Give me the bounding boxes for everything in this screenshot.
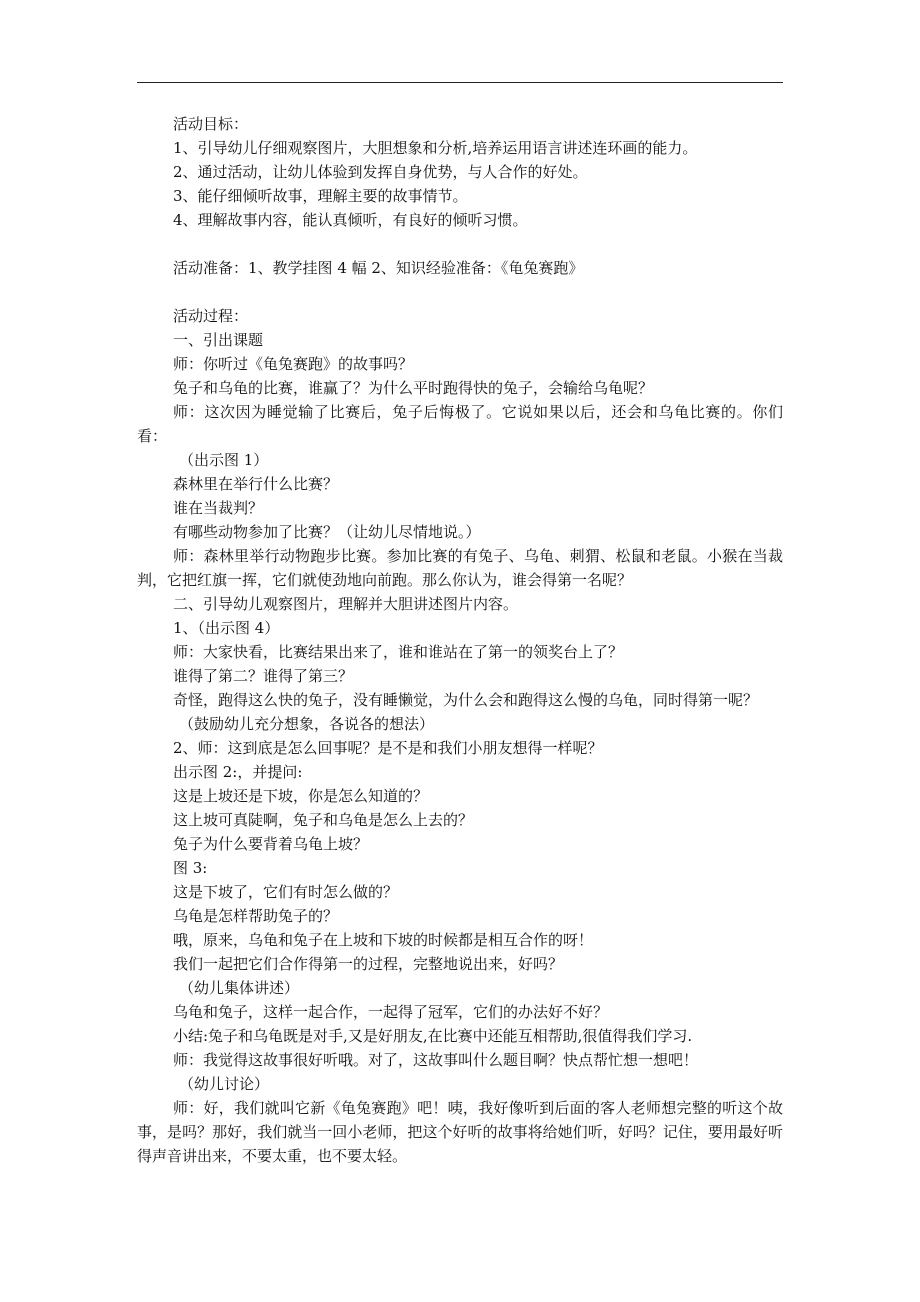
process-line: 这上坡可真陡啊，兔子和乌龟是怎么上去的？ [173, 811, 474, 829]
process-line: 谁在当裁判？ [173, 499, 264, 517]
process-line: （鼓励幼儿充分想象，各说各的想法） [179, 715, 435, 733]
summary-line: 小结:兔子和乌龟既是对手,又是好朋友,在比赛中还能互相帮助,很值得我们学习. [173, 1027, 693, 1045]
process-line: 兔子为什么要背着乌龟上坡？ [173, 835, 369, 853]
goal-item-4: 4、理解故事内容，能认真倾听，有良好的倾听习惯。 [173, 211, 528, 229]
process-line: 师：我觉得这故事很好听哦。对了，这故事叫什么题目啊？快点帮忙想一想吧！ [173, 1051, 699, 1069]
process-line: 图 3: [173, 859, 208, 877]
process-line: 哦，原来，乌龟和兔子在上坡和下坡的时候都是相互合作的呀！ [173, 931, 594, 949]
teacher-paragraph-1: 师：这次因为睡觉输了比赛后，兔子后悔极了。它说如果以后，还会和乌龟比赛的。你们看： [137, 403, 783, 445]
process-line: 兔子和乌龟的比赛，谁赢了？为什么平时跑得快的兔子，会输给乌龟呢？ [173, 379, 654, 397]
process-line: 我们一起把它们合作得第一的过程，完整地说出来，好吗？ [173, 955, 564, 973]
section1-title: 一、引出课题 [173, 331, 264, 349]
spacer [173, 232, 785, 256]
process-line: 奇怪，跑得这么快的兔子，没有睡懒觉，为什么会和跑得这么慢的乌龟，同时得第一呢？ [173, 691, 759, 709]
process-line: （出示图 1） [179, 451, 269, 469]
process-line: 师：大家快看，比赛结果出来了，谁和谁站在了第一的领奖台上了？ [173, 643, 624, 661]
process-line: 乌龟是怎样帮助兔子的？ [173, 907, 339, 925]
process-line: （幼儿集体讲述） [179, 979, 300, 997]
process-line: 有哪些动物参加了比赛？（让幼儿尽情地说。） [173, 523, 481, 541]
process-heading: 活动过程： [173, 307, 249, 325]
process-line: 乌龟和兔子，这样一起合作，一起得了冠军，它们的办法好不好？ [173, 1003, 609, 1021]
process-line: 这是上坡还是下坡，你是怎么知道的？ [173, 787, 429, 805]
process-line: 2、师：这到底是怎么回事呢？是不是和我们小朋友想得一样呢？ [173, 739, 603, 757]
process-line: 出示图 2:，并提问: [173, 763, 303, 781]
process-line: 1、（出示图 4） [173, 619, 280, 637]
process-line: 森林里在举行什么比赛？ [173, 475, 339, 493]
process-line: 这是下坡了，它们有时怎么做的？ [173, 883, 399, 901]
teacher-paragraph-2: 师：森林里举行动物跑步比赛。参加比赛的有兔子、乌龟、刺猬、松鼠和老鼠。小猴在当裁判，它把红旗一挥，它们就使劲地向前跑。那么你认为，谁会得第一名呢？ [137, 547, 783, 589]
preparation-line: 活动准备：1、教学挂图 4 幅 2、知识经验准备：《龟兔赛跑》 [173, 259, 584, 277]
spacer [173, 280, 785, 304]
process-line: 谁得了第二？谁得了第三？ [173, 667, 354, 685]
teacher-paragraph-3: 师：好，我们就叫它新《龟兔赛跑》吧！咦，我好像听到后面的客人老师想完整的听这个故事，是吗？那好，我们就当一回小老师，把这个好听的故事将给她们听，好吗？记住，要用最好听得声音讲出来，不要太重，也不要太轻。 [137, 1099, 783, 1165]
goals-heading: 活动目标： [173, 115, 249, 133]
process-line: （幼儿讨论） [179, 1075, 270, 1093]
process-line: 师：你听过《龟兔赛跑》的故事吗？ [173, 355, 414, 373]
section2-title: 二、引导幼儿观察图片，理解并大胆讲述图片内容。 [173, 595, 519, 613]
goal-item-3: 3、能仔细倾听故事，理解主要的故事情节。 [173, 187, 468, 205]
goal-item-2: 2、通过活动，让幼儿体验到发挥自身优势，与人合作的好处。 [173, 163, 588, 181]
document-body [137, 112, 785, 1168]
header-rule [137, 82, 783, 83]
goal-item-1: 1、引导幼儿仔细观察图片，大胆想象和分析,培养运用语言讲述连环画的能力。 [173, 139, 698, 157]
